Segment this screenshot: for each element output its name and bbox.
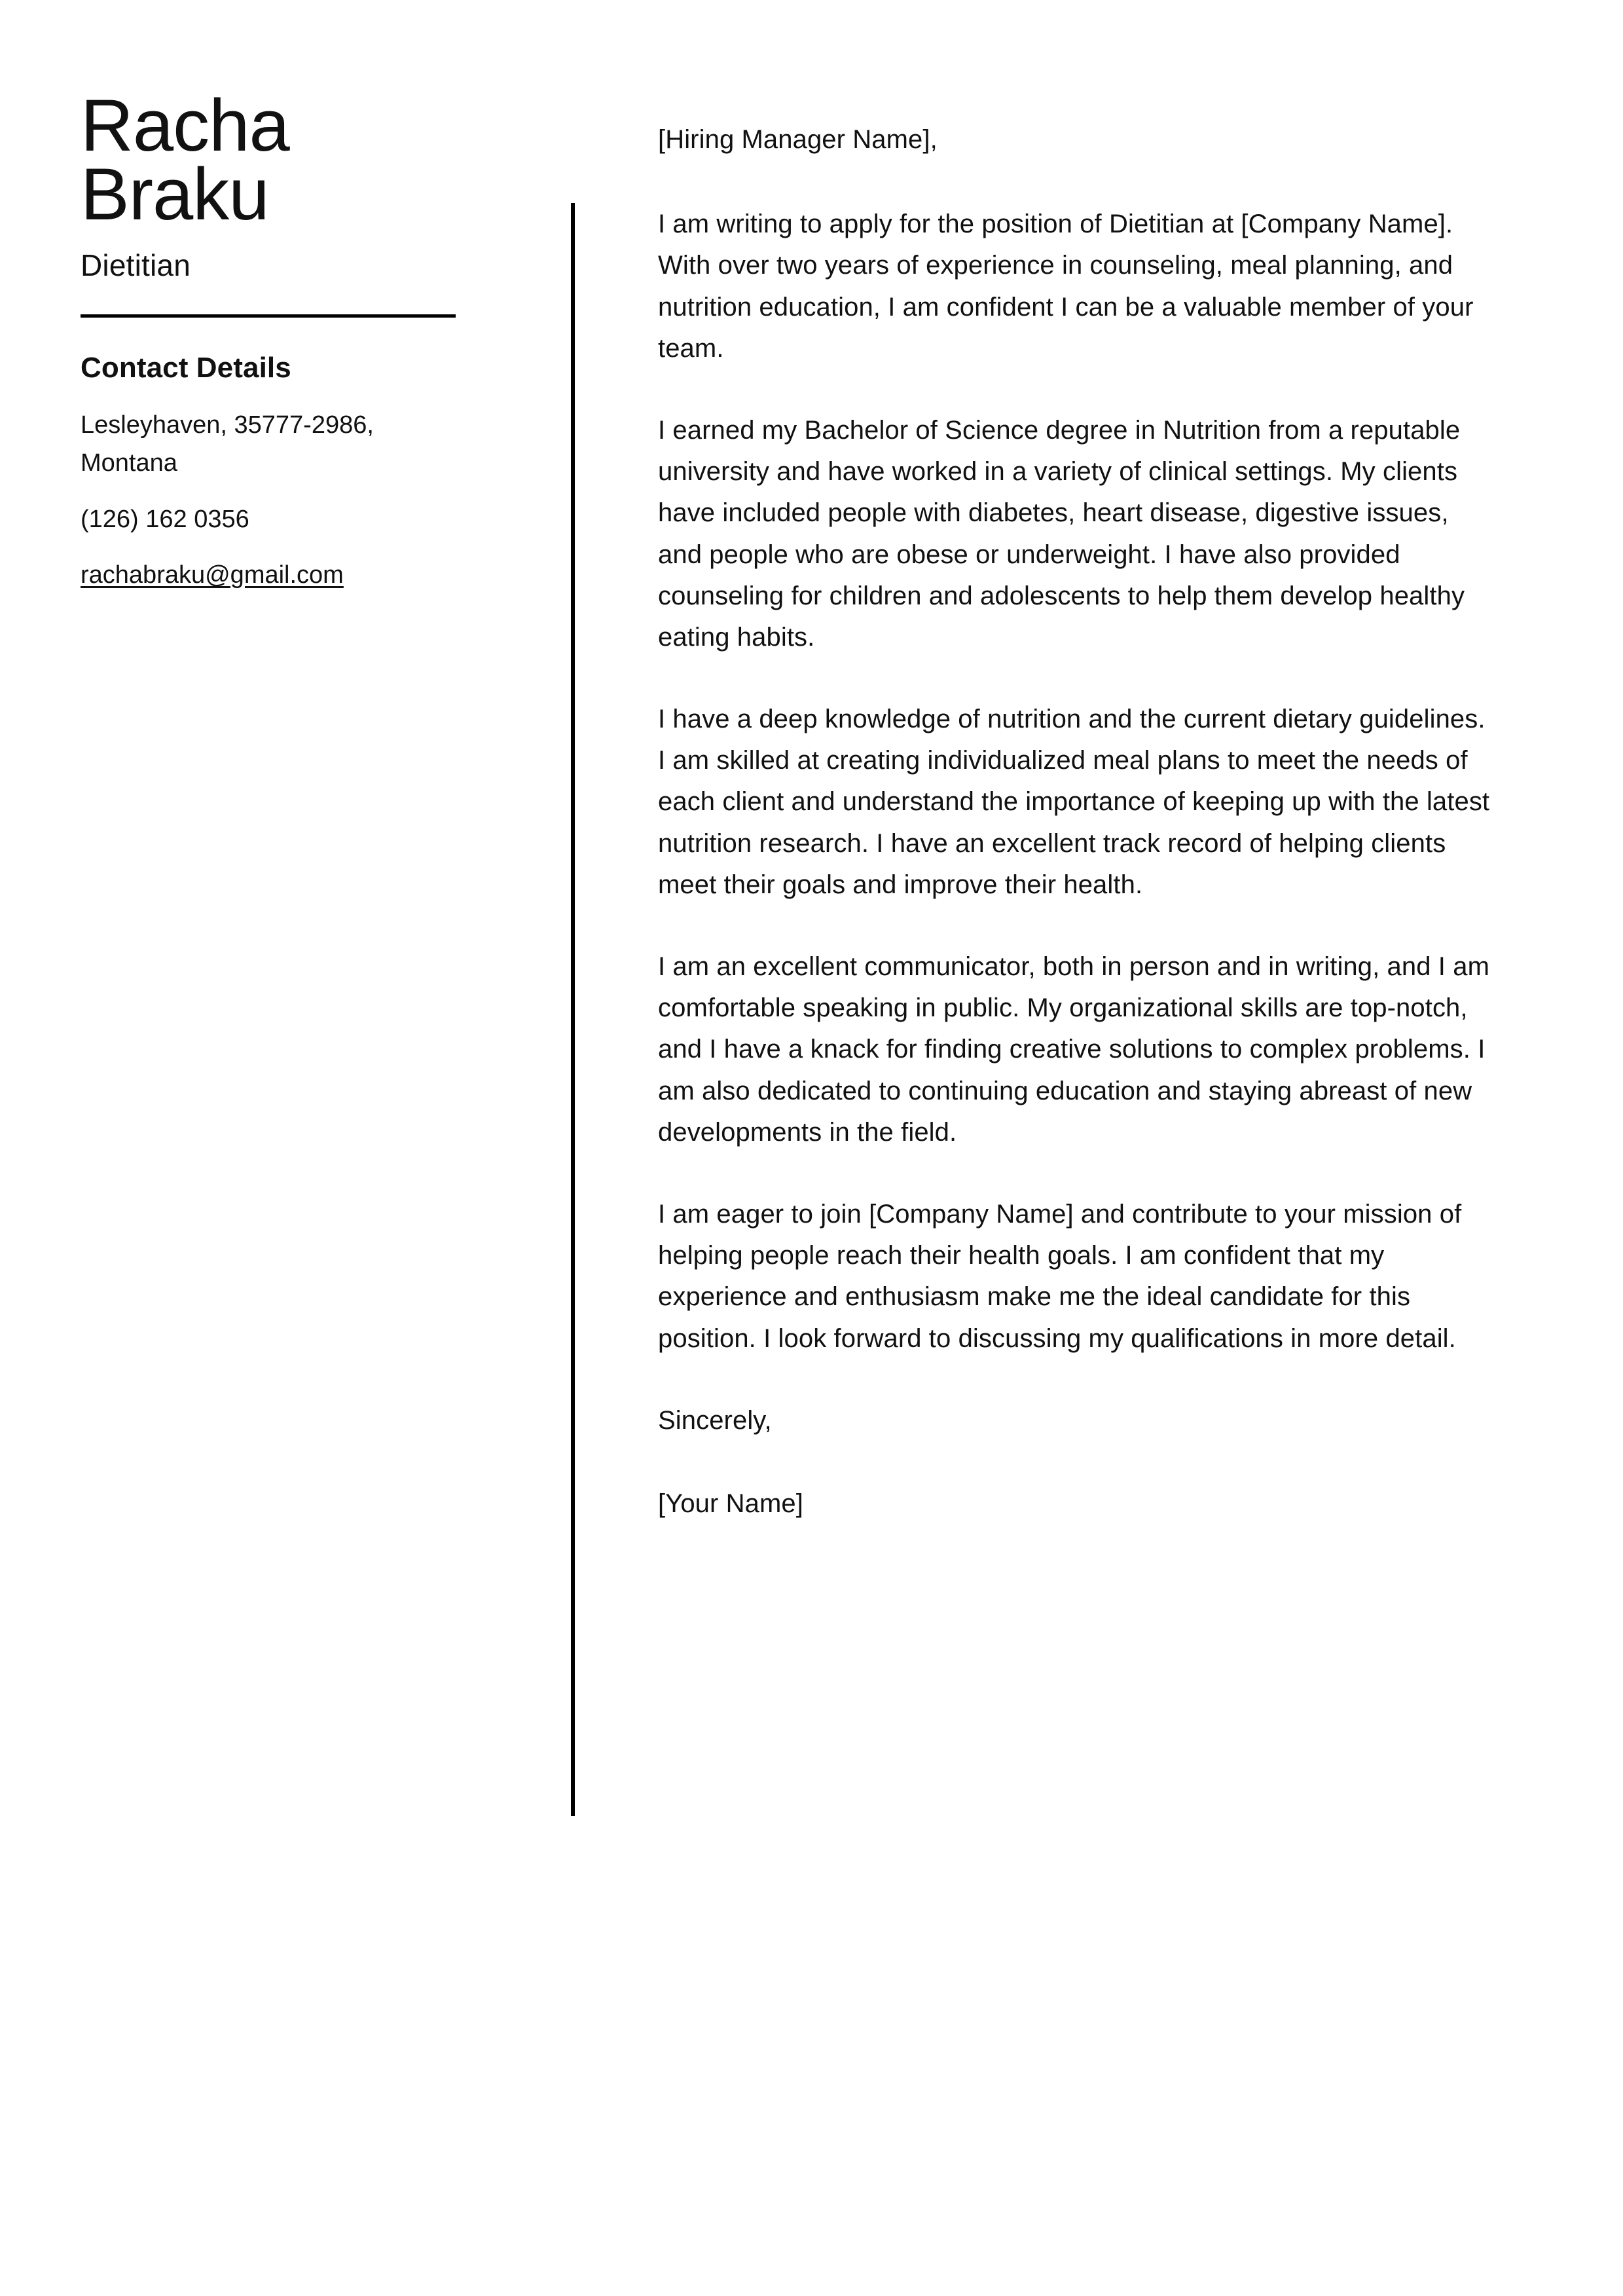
letter-closing: Sincerely, <box>658 1405 772 1435</box>
candidate-last-name: Braku <box>81 153 269 236</box>
column-divider <box>571 203 575 1816</box>
contact-details-list <box>81 407 486 613</box>
letter-body <box>658 119 1496 1525</box>
sidebar <box>81 84 486 613</box>
candidate-first-name: Racha <box>81 84 289 166</box>
letter-paragraph-1: I am writing to apply for the position of Dietitian at [Company Name]. With over two years of experience in counseling, meal planning, and nutrition education, I am confident I can be a valuable member of your team. <box>658 210 1474 363</box>
letter-paragraph-2: I earned my Bachelor of Science degree in Nutrition from a reputable university and have worked in a variety of clinical settings. My clients have included people with diabetes, heart disease, digestive issues, and people who are obese or underweight. I have also provided counseling for children and adolescents to help them develop healthy eating habits. <box>658 415 1465 652</box>
candidate-job-title: Dietitian <box>81 248 191 283</box>
letter-salutation: [Hiring Manager Name], <box>658 125 938 154</box>
contact-email-link[interactable]: rachabraku@gmail.com <box>81 561 344 589</box>
contact-phone: (126) 162 0356 <box>81 505 249 533</box>
candidate-name <box>81 84 486 236</box>
letter-paragraph-3: I have a deep knowledge of nutrition and the current dietary guidelines. I am skilled at creating individualized meal plans to meet the needs of each client and understand the importance of keeping up with the latest nutrition research. I have an excellent track record of helping clients meet their goals and improve their health. <box>658 705 1490 899</box>
header-divider-rule <box>81 314 456 318</box>
letter-signature: [Your Name] <box>658 1489 803 1518</box>
contact-address: Lesleyhaven, 35777-2986, Montana <box>81 411 374 477</box>
contact-details-heading: Contact Details <box>81 352 291 384</box>
letter-paragraph-5: I am eager to join [Company Name] and contribute to your mission of helping people reach their health goals. I am confident that my experience and enthusiasm make me the ideal candidate for this position. I look forward to discussing my qualifications in more detail. <box>658 1199 1462 1353</box>
letter-paragraph-4: I am an excellent communicator, both in person and in writing, and I am comfortable speaking in public. My organizational skills are top-notch, and I have a knack for finding creative solutions to complex problems. I am also dedicated to continuing education and staying abreast of new developments in the field. <box>658 952 1489 1147</box>
